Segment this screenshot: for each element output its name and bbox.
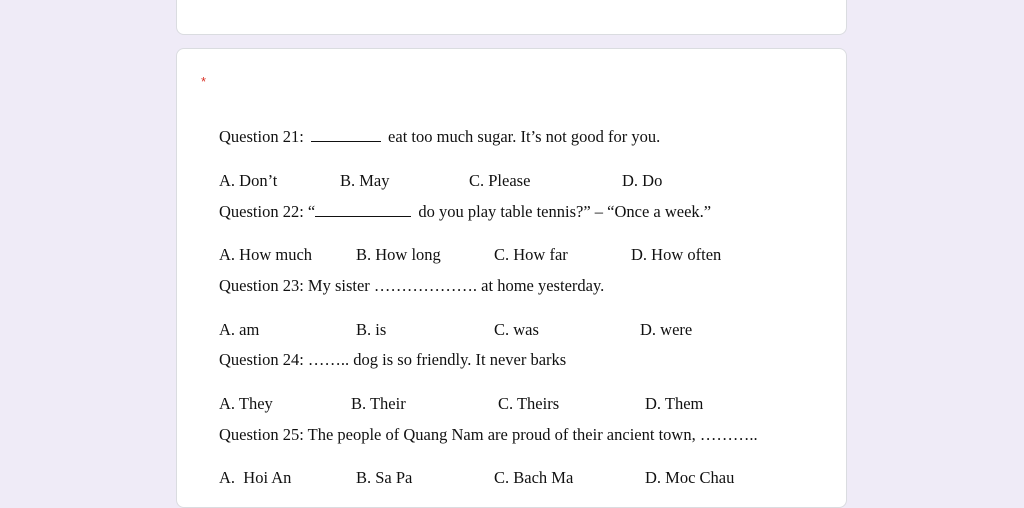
question-22-option-a[interactable]: A. How much	[219, 245, 313, 264]
question-24-option-d[interactable]: D. Them	[645, 394, 704, 413]
question-25-option-b[interactable]: B. Sa Pa	[356, 468, 413, 487]
question-24-option-a[interactable]: A. They	[219, 394, 273, 413]
previous-question-card	[176, 0, 847, 35]
question-24-label: Question 24:	[219, 350, 304, 369]
question-22-label: Question 22:	[219, 202, 304, 221]
question-23-option-c[interactable]: C. was	[494, 320, 539, 339]
question-21	[219, 127, 660, 147]
question-21-option-a[interactable]: A. Don’t	[219, 171, 278, 190]
required-asterisk: *	[201, 74, 207, 89]
question-21-option-d[interactable]: D. Do	[622, 171, 663, 190]
question-24-text: …….. dog is so friendly. It never barks	[307, 350, 567, 369]
question-24-option-c[interactable]: C. Theirs	[498, 394, 560, 413]
question-23-option-d[interactable]: D. were	[640, 320, 693, 339]
question-23-option-b[interactable]: B. is	[356, 320, 387, 339]
question-23-label: Question 23:	[219, 276, 304, 295]
question-23-text: My sister ………………. at home yesterday.	[307, 276, 605, 295]
question-22-blank	[315, 202, 411, 217]
question-23	[219, 276, 604, 296]
question-23-option-a[interactable]: A. am	[219, 320, 260, 339]
question-24-option-b[interactable]: B. Their	[351, 394, 406, 413]
question-25-label: Question 25:	[219, 425, 304, 444]
question-25-option-c[interactable]: C. Bach Ma	[494, 468, 574, 487]
question-22-option-d[interactable]: D. How often	[631, 245, 722, 264]
question-25-text: The people of Quang Nam are proud of their ancient town, ………..	[307, 425, 758, 444]
question-25	[219, 425, 758, 445]
question-24	[219, 350, 566, 370]
question-22-option-c[interactable]: C. How far	[494, 245, 568, 264]
question-21-blank	[311, 127, 381, 142]
question-22-text: do you play table tennis?” – “Once a week.”	[418, 202, 712, 221]
question-22-open-quote: “	[307, 202, 316, 221]
question-21-label: Question 21:	[219, 127, 304, 146]
question-21-text: eat too much sugar. It’s not good for you.	[388, 127, 661, 146]
question-21-option-c[interactable]: C. Please	[469, 171, 531, 190]
question-22-option-b[interactable]: B. How long	[356, 245, 441, 264]
question-21-option-b[interactable]: B. May	[340, 171, 390, 190]
question-25-option-a[interactable]: A. Hoi An	[219, 468, 292, 487]
question-22	[219, 202, 711, 222]
question-25-option-d[interactable]: D. Moc Chau	[645, 468, 735, 487]
